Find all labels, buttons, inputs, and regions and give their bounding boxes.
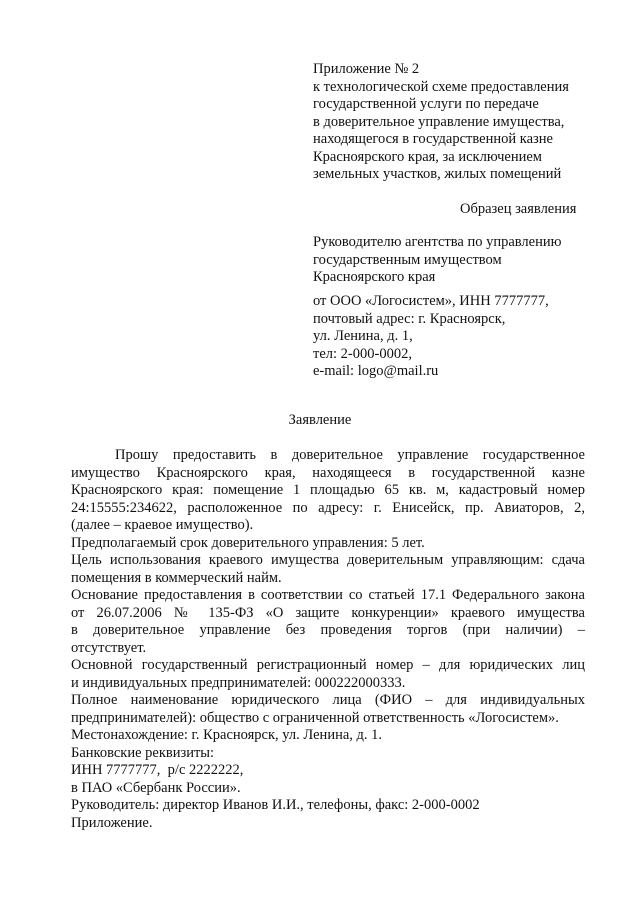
sender-line: e-mail: logo@mail.ru bbox=[313, 363, 439, 379]
purpose-line: помещения в коммерческий найм. bbox=[71, 569, 282, 586]
term-line: Предполагаемый срок доверительного управления: 5 лет. bbox=[71, 534, 425, 551]
head-line: Руководитель: директор Иванов И.И., телефоны, факс: 2-000-0002 bbox=[71, 797, 480, 813]
sender-block bbox=[313, 293, 613, 381]
bank-name-line: в ПАО «Сбербанк России». bbox=[71, 779, 241, 796]
annex-line: к технологической схеме предоставления bbox=[313, 78, 569, 95]
attachment-line: Приложение. bbox=[71, 814, 153, 831]
request-line: имущество Красноярского края, находящееся в государственной казне bbox=[71, 464, 585, 481]
request-line: Прошу предоставить в доверительное управление государственное bbox=[115, 447, 585, 463]
request-line: Красноярского края: помещение 1 площадью 65 кв. м, кадастровый номер bbox=[71, 482, 585, 498]
annex-line: Приложение № 2 bbox=[313, 61, 420, 77]
ogrn-line: Основной государственный регистрационный номер – для юридических лиц bbox=[71, 657, 585, 673]
purpose-line: Цель использования краевого имущества доверительным управляющим: сдача bbox=[71, 552, 585, 568]
addressee-block bbox=[313, 234, 613, 287]
addressee-line: Руководителю агентства по управлению bbox=[313, 234, 562, 250]
name-line: Полное наименование юридического лица (ФИО – для индивидуальных bbox=[71, 692, 585, 708]
ogrn-line: и индивидуальных предпринимателей: 000222000333. bbox=[71, 674, 406, 691]
request-line: 24:15555:234622, расположенное по адресу: г. Енисейск, пр. Авиаторов, 2, bbox=[71, 499, 585, 516]
sender-line: тел: 2-000-0002, bbox=[313, 345, 412, 362]
sender-line: почтовый адрес: г. Красноярск, bbox=[313, 310, 506, 327]
basis-line: Основание предоставления в соответствии со статьей 17.1 Федерального закона bbox=[71, 587, 585, 603]
sender-line: от ООО «Логосистем», ИНН 7777777, bbox=[313, 293, 549, 309]
bank-label: Банковские реквизиты: bbox=[71, 744, 215, 761]
basis-line: в доверительное управление без проведения торгов (при наличии) – bbox=[71, 622, 585, 638]
annex-line: земельных участков, жилых помещений bbox=[313, 166, 562, 182]
addressee-line: государственным имуществом bbox=[313, 251, 502, 268]
annex-line: Красноярского края, за исключением bbox=[313, 148, 542, 165]
bank-inn-line: ИНН 7777777, р/с 2222222, bbox=[71, 762, 244, 778]
location-line: Местонахождение: г. Красноярск, ул. Ленина, д. 1. bbox=[71, 727, 383, 743]
name-line: предпринимателей): общество с ограниченной ответственность «Логосистем». bbox=[71, 709, 559, 726]
sample-label: Образец заявления bbox=[460, 201, 577, 217]
document-title: Заявление bbox=[288, 412, 352, 428]
addressee-line: Красноярского края bbox=[313, 269, 436, 285]
annex-line: государственной услуги по передаче bbox=[313, 96, 539, 112]
request-line: (далее – краевое имущество). bbox=[71, 517, 254, 533]
annex-line: в доверительное управление имущества, bbox=[313, 113, 565, 130]
sender-line: ул. Ленина, д. 1, bbox=[313, 328, 413, 344]
application-body bbox=[71, 447, 585, 832]
annex-header bbox=[313, 61, 613, 184]
basis-line: отсутствует. bbox=[71, 639, 147, 656]
annex-line: находящегося в государственной казне bbox=[313, 131, 553, 147]
basis-line: от 26.07.2006 № 135-ФЗ «О защите конкуренции» краевого имущества bbox=[71, 604, 585, 621]
